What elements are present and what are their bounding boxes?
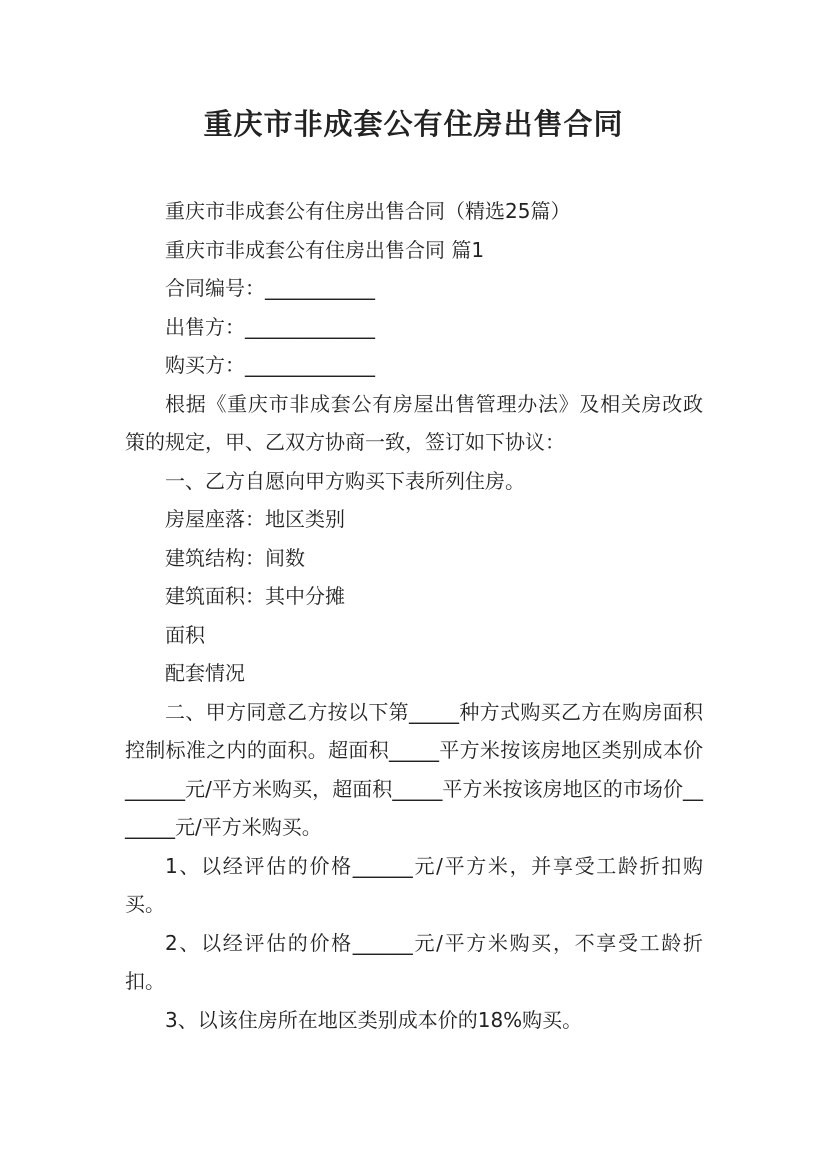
paragraph: 重庆市非成套公有住房出售合同 篇1 <box>165 237 485 262</box>
paragraph: 配套情况 <box>165 661 245 685</box>
paragraph: 二、甲方同意乙方按以下第_____种方式购买乙方在购房面积控制标准之内的面积。超面积_____平方米按该房地区类别成本价______元/平方米购买，超面积_____平方米按该房地区的市场价_______元/平方米购买。 <box>125 699 703 839</box>
paragraph: 面积 <box>165 622 205 647</box>
paragraph: 房屋座落：地区类别 <box>165 507 345 531</box>
document-body <box>125 192 703 1039</box>
paragraph: 出售方：_____________ <box>165 314 375 339</box>
paragraph: 合同编号：___________ <box>165 276 375 300</box>
paragraph: 根据《重庆市非成套公有房屋出售管理办法》及相关房改政策的规定，甲、乙双方协商一致，签订如下协议： <box>125 391 703 454</box>
paragraph: 一、乙方自愿向甲方购买下表所列住房。 <box>165 468 525 493</box>
paragraph: 购买方：_____________ <box>165 353 375 377</box>
paragraph: 建筑面积：其中分摊 <box>165 584 345 608</box>
paragraph: 2、以经评估的价格______元/平方米购买，不享受工龄折扣。 <box>125 930 703 993</box>
paragraph: 3、以该住房所在地区类别成本价的18%购买。 <box>165 1007 583 1032</box>
document-title: 重庆市非成套公有住房出售合同 <box>203 107 624 141</box>
paragraph: 1、以经评估的价格______元/平方米，并享受工龄折扣购买。 <box>125 853 703 916</box>
paragraph: 重庆市非成套公有住房出售合同（精选25篇） <box>165 199 571 223</box>
paragraph: 建筑结构：间数 <box>165 545 305 570</box>
